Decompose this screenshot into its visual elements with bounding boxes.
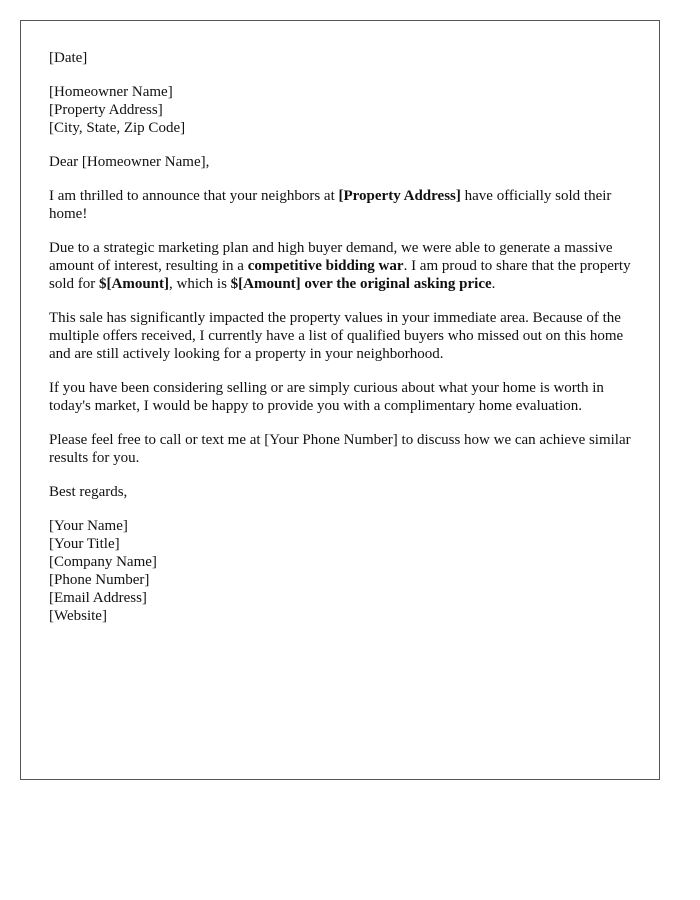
signature-block — [49, 517, 631, 625]
recipient-block — [49, 83, 631, 137]
letter-date: [Date] — [49, 50, 88, 66]
signature-name: [Your Name] — [49, 518, 128, 534]
paragraph-text: have officially sold their home! — [49, 188, 612, 222]
paragraph-text: I am thrilled to announce that your neighbors at — [49, 188, 339, 204]
paragraph-contact: Please feel free to call or text me at [Your Phone Number] to discuss how we can achieve similar results for you. — [49, 432, 631, 466]
bold-bidding-war: competitive bidding war — [247, 258, 404, 274]
paragraph-text: . I am proud to share that the property sold for — [49, 258, 631, 292]
signature-company: [Company Name] — [49, 554, 157, 570]
closing: Best regards, — [49, 484, 128, 500]
paragraph-text: , which is — [169, 276, 231, 292]
signature-website: [Website] — [49, 608, 107, 624]
salutation: Dear [Homeowner Name], — [49, 154, 210, 170]
signature-email: [Email Address] — [49, 590, 147, 606]
recipient-address: [Property Address] — [49, 102, 163, 118]
recipient-city-state-zip: [City, State, Zip Code] — [49, 120, 186, 136]
letter-body — [49, 49, 631, 625]
paragraph-text: Due to a strategic marketing plan and high buyer demand, we were able to generate a massive amount of interest, resulting in a — [49, 240, 613, 274]
bold-property-address: [Property Address] — [338, 188, 461, 204]
bold-over-asking: $[Amount] over the original asking price — [230, 276, 492, 292]
letter-page — [20, 20, 660, 780]
paragraph-evaluation-offer: If you have been considering selling or are simply curious about what your home is worth in today's market, I would be happy to provide you with a complimentary home evaluation. — [49, 380, 604, 414]
paragraph-text: . — [491, 276, 496, 292]
paragraph-sale-details — [49, 239, 631, 293]
signature-phone: [Phone Number] — [49, 572, 150, 588]
recipient-name: [Homeowner Name] — [49, 84, 173, 100]
paragraph-market-impact: This sale has significantly impacted the property values in your immediate area. Because of the multiple offers received, I currently have a list of qualified buyers who missed out on this home and are still actively looking for a property in your neighborhood. — [49, 310, 624, 362]
bold-sale-amount: $[Amount] — [99, 276, 169, 292]
paragraph-announcement — [49, 187, 631, 223]
signature-title: [Your Title] — [49, 536, 120, 552]
